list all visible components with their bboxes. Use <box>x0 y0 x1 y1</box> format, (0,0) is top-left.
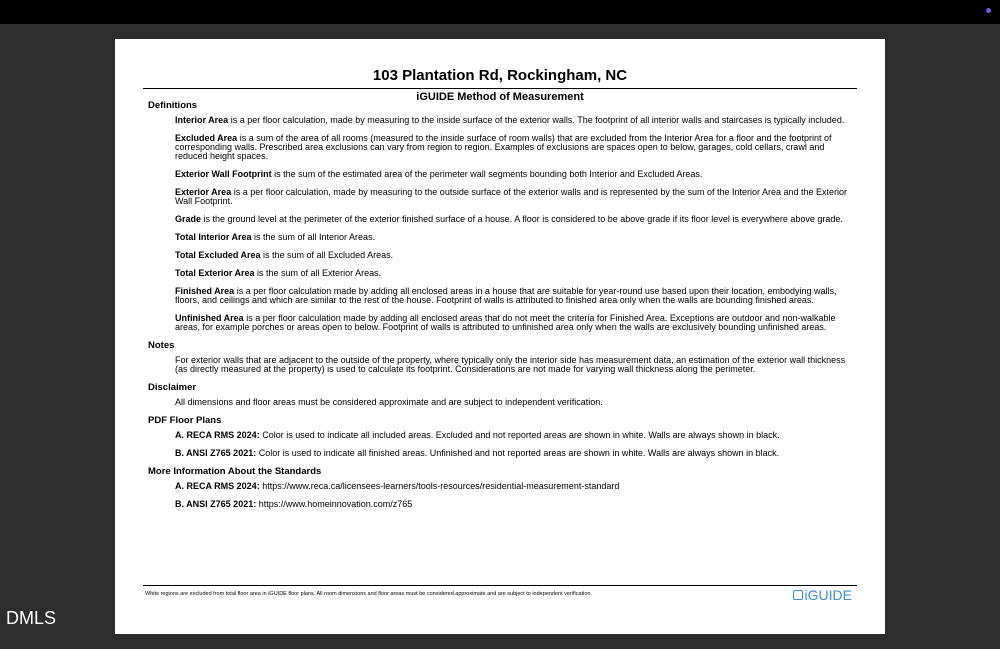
definition-item <box>175 116 858 125</box>
standard-item <box>175 482 858 491</box>
definition-text: is the sum of all Exterior Areas. <box>254 268 382 278</box>
indicator-dot-icon <box>986 8 991 13</box>
top-bar <box>0 0 1000 24</box>
floorplan-icon <box>793 590 803 600</box>
definition-text: is the sum of all Excluded Areas. <box>260 250 394 260</box>
definition-text: is the ground level at the perimeter of the exterior finished surface of a house. A floor is considered to be above grade if its floor level is everywhere above grade. <box>201 214 843 224</box>
document-page <box>115 39 885 634</box>
definition-item <box>175 134 858 161</box>
definition-text: is a sum of the area of all rooms (measured to the inside surface of room walls) that are excluded from the Interior Area for a floor and the footprint of corresponding walls. Prescribed area exclusions can vary from region to region. Examples of exclusions are spaces open to below, garages, cold cellars, crawl and reduced height spaces. <box>175 133 832 161</box>
page-subtitle: iGUIDE Method of Measurement <box>416 91 584 103</box>
dmls-watermark: DMLS <box>6 608 57 628</box>
definition-text: is the sum of all Interior Areas. <box>251 232 376 242</box>
definition-item <box>175 314 858 332</box>
definition-term: Unfinished Area <box>175 313 244 323</box>
floorplans-heading: PDF Floor Plans <box>148 415 222 426</box>
definition-item <box>175 233 858 242</box>
standards-heading: More Information About the Standards <box>148 466 322 477</box>
title-rule <box>143 88 857 89</box>
definition-term: Excluded Area <box>175 133 238 143</box>
disclaimer-text: All dimensions and floor areas must be considered approximate and are subject to independent verification. <box>175 397 603 407</box>
floorplan-item <box>175 449 858 458</box>
definition-item <box>175 188 858 206</box>
floorplan-term: A. RECA RMS 2024: <box>175 430 260 440</box>
definition-text: is a per floor calculation made by adding all enclosed areas that do not meet the criteria for Finished Area. Exceptions are outdoor and non-walkable areas, for example porches or areas open to below. Footprint of walls is attributed to unfinished area only when the walls are exclusively bounding unfinished areas. <box>175 313 836 332</box>
definition-term: Finished Area <box>175 286 235 296</box>
definitions-heading: Definitions <box>148 100 198 111</box>
floorplan-text: Color is used to indicate all included areas. Excluded and not reported areas are shown in white. Walls are always shown in black. <box>259 430 780 440</box>
definition-text: is a per floor calculation made by adding all enclosed areas in a house that are suitable for year-round use based upon their location, embodying walls, floors, and ceilings and which are similar to the rest of the house. Footprint of walls is attributed to finished area only when the walls are bounding finished areas. <box>175 286 837 305</box>
definition-term: Total Excluded Area <box>175 250 261 260</box>
standard-term: A. RECA RMS 2024: <box>175 481 260 491</box>
definition-item <box>175 251 858 260</box>
definition-text: is the sum of the estimated area of the perimeter wall segments bounding both Interior and Excluded Areas. <box>271 169 703 179</box>
footer-note: White regions are excluded from total floor area in iGUIDE floor plans. All room dimensions and floor areas must be considered approximate and are subject to independent verification. <box>145 591 592 597</box>
definition-text: is a per floor calculation, made by measuring to the outside surface of the exterior walls and is represented by the sum of the Interior Area and the Exterior Wall Footprint. <box>175 187 848 206</box>
definition-term: Total Interior Area <box>175 232 252 242</box>
definition-text: is a per floor calculation, made by measuring to the inside surface of the exterior walls. The footprint of all interior walls and staircases is typically included. <box>228 115 845 125</box>
notes-text: For exterior walls that are adjacent to the outside of the property, where typically only the interior side has measurement data, an estimation of the exterior wall thickness (as directly measured at the property) is used to calculate its footprint. Considerations are not made for varying wall thickness along the perimeter. <box>175 355 846 374</box>
standard-link[interactable]: https://www.reca.ca/licensees-learners/tools-resources/residential-measurement-standard <box>259 481 620 491</box>
standard-link[interactable]: https://www.homeinnovation.com/z765 <box>256 499 413 509</box>
disclaimer-heading: Disclaimer <box>148 382 197 393</box>
definition-term: Total Exterior Area <box>175 268 255 278</box>
definition-term: Grade <box>175 214 202 224</box>
standard-term: B. ANSI Z765 2021: <box>175 499 257 509</box>
definition-term: Interior Area <box>175 115 229 125</box>
definition-item <box>175 215 858 224</box>
iguide-logo <box>793 587 852 603</box>
definition-item <box>175 269 858 278</box>
floorplan-item <box>175 431 858 440</box>
page-title: 103 Plantation Rd, Rockingham, NC <box>372 67 628 84</box>
notes-heading: Notes <box>148 340 175 351</box>
definition-item <box>175 287 858 305</box>
definition-item <box>175 170 858 179</box>
floorplan-text: Color is used to indicate all finished areas. Unfinished and not reported areas are shown in white. Walls are always shown in black. <box>256 448 780 458</box>
floorplan-term: B. ANSI Z765 2021: <box>175 448 257 458</box>
document-content <box>148 101 858 518</box>
definition-term: Exterior Area <box>175 187 232 197</box>
footer-rule <box>143 585 857 586</box>
definition-term: Exterior Wall Footprint <box>175 169 272 179</box>
logo-text: iGUIDE <box>804 587 852 603</box>
standard-item <box>175 500 858 509</box>
